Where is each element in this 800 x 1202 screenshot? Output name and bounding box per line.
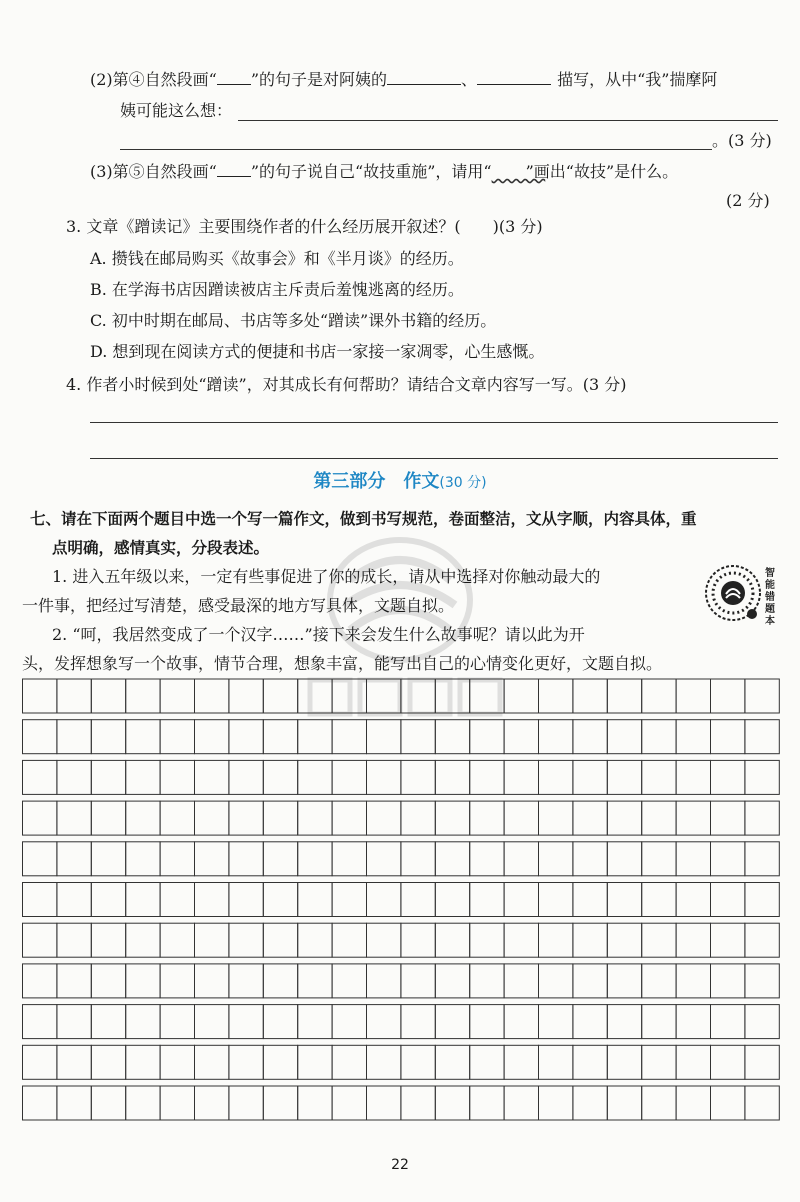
grid-cell[interactable] [401, 1045, 435, 1079]
q3sub-mid: ”的句子说自己“故技重施”，请用“ [250, 162, 492, 181]
grid-cell[interactable] [91, 964, 125, 998]
grid-cell[interactable] [160, 1086, 194, 1120]
grid-cell[interactable] [263, 923, 297, 957]
grid-cell[interactable] [642, 1005, 676, 1039]
grid-cell[interactable] [470, 720, 504, 754]
grid-cell[interactable] [298, 1086, 332, 1120]
grid-cell[interactable] [57, 1045, 91, 1079]
grid-cell[interactable] [195, 923, 229, 957]
grid-cell[interactable] [263, 1045, 297, 1079]
grid-cell[interactable] [229, 883, 263, 917]
q2-answer-line-1[interactable] [238, 120, 778, 121]
question3-option-a[interactable]: A. 攒钱在邮局购买《故事会》和《半月谈》的经历。 [90, 249, 464, 268]
grid-cell[interactable] [745, 1086, 779, 1120]
grid-cell[interactable] [539, 801, 573, 835]
grid-cell[interactable] [195, 1005, 229, 1039]
grid-cell[interactable] [195, 679, 229, 713]
grid-cell[interactable] [298, 679, 332, 713]
grid-cell[interactable] [642, 1045, 676, 1079]
grid-cell[interactable] [263, 1086, 297, 1120]
grid-cell[interactable] [642, 923, 676, 957]
grid-cell[interactable] [367, 1045, 401, 1079]
grid-cell[interactable] [573, 1045, 607, 1079]
q2-answer-line-2[interactable] [120, 149, 712, 150]
grid-cell[interactable] [573, 801, 607, 835]
qr-code-icon[interactable] [704, 564, 762, 622]
grid-cell[interactable] [298, 1045, 332, 1079]
grid-cell[interactable] [91, 923, 125, 957]
grid-cell[interactable] [607, 1045, 641, 1079]
grid-cell[interactable] [435, 679, 469, 713]
grid-cell[interactable] [711, 720, 745, 754]
essay-writing-grid[interactable] [22, 678, 780, 1126]
grid-cell[interactable] [676, 801, 710, 835]
grid-cell[interactable] [470, 923, 504, 957]
grid-cell[interactable] [745, 801, 779, 835]
grid-cell[interactable] [676, 842, 710, 876]
grid-cell[interactable] [23, 801, 57, 835]
grid-cell[interactable] [367, 964, 401, 998]
grid-cell[interactable] [160, 1005, 194, 1039]
grid-cell[interactable] [539, 1005, 573, 1039]
grid-cell[interactable] [642, 1086, 676, 1120]
grid-cell[interactable] [332, 1005, 366, 1039]
essay-topic2-line2: 头，发挥想象写一个故事，情节合理，想象丰富，能写出自己的心情变化更好，文题自拟。 [22, 654, 663, 673]
grid-cell[interactable] [57, 801, 91, 835]
grid-cell[interactable] [642, 842, 676, 876]
grid-cell[interactable] [504, 801, 538, 835]
grid-cell[interactable] [229, 923, 263, 957]
grid-cell[interactable] [263, 842, 297, 876]
grid-cell[interactable] [229, 760, 263, 794]
grid-cell[interactable] [676, 760, 710, 794]
grid-cell[interactable] [126, 760, 160, 794]
grid-cell[interactable] [160, 883, 194, 917]
grid-cell[interactable] [126, 1045, 160, 1079]
grid-cell[interactable] [367, 801, 401, 835]
grid-cell[interactable] [367, 923, 401, 957]
grid-cell[interactable] [711, 964, 745, 998]
grid-cell[interactable] [504, 1045, 538, 1079]
grid-cell[interactable] [435, 1086, 469, 1120]
question3-option-b[interactable]: B. 在学海书店因蹭读被店主斥责后羞愧逃离的经历。 [90, 280, 464, 299]
grid-cell[interactable] [435, 720, 469, 754]
essay-instruction-line1: 七、请在下面两个题目中选一个写一篇作文，做到书写规范，卷面整洁，文从字顺，内容具体，重 [30, 510, 697, 528]
grid-cell[interactable] [573, 760, 607, 794]
grid-cell[interactable] [160, 679, 194, 713]
grid-cell[interactable] [504, 964, 538, 998]
grid-cell[interactable] [332, 883, 366, 917]
grid-cell[interactable] [435, 1005, 469, 1039]
grid-cell[interactable] [711, 883, 745, 917]
grid-cell[interactable] [332, 964, 366, 998]
grid-cell[interactable] [504, 679, 538, 713]
grid-cell[interactable] [573, 1005, 607, 1039]
grid-cell[interactable] [607, 1005, 641, 1039]
q2-answer-blank-1[interactable] [387, 68, 461, 85]
grid-cell[interactable] [160, 923, 194, 957]
grid-cell[interactable] [504, 1086, 538, 1120]
grid-cell[interactable] [160, 720, 194, 754]
grid-cell[interactable] [573, 720, 607, 754]
grid-cell[interactable] [332, 679, 366, 713]
grid-cell[interactable] [126, 1086, 160, 1120]
grid-cell[interactable] [745, 923, 779, 957]
grid-cell[interactable] [332, 1045, 366, 1079]
grid-cell[interactable] [57, 842, 91, 876]
question4-answer-line-2[interactable] [90, 458, 778, 459]
grid-cell[interactable] [23, 760, 57, 794]
grid-cell[interactable] [195, 1086, 229, 1120]
grid-cell[interactable] [711, 1045, 745, 1079]
page-number: 22 [391, 1157, 409, 1173]
grid-cell[interactable] [263, 883, 297, 917]
grid-cell[interactable] [470, 760, 504, 794]
grid-cell[interactable] [676, 1045, 710, 1079]
grid-cell[interactable] [126, 842, 160, 876]
grid-cell[interactable] [470, 1005, 504, 1039]
grid-cell[interactable] [711, 679, 745, 713]
grid-cell[interactable] [401, 760, 435, 794]
grid-cell[interactable] [504, 842, 538, 876]
question3-stem: 3. 文章《蹭读记》主要围绕作者的什么经历展开叙述？( )(3 分) [66, 217, 543, 236]
grid-cell[interactable] [401, 883, 435, 917]
grid-cell[interactable] [435, 883, 469, 917]
grid-cell[interactable] [539, 1045, 573, 1079]
grid-cell[interactable] [91, 679, 125, 713]
grid-cell[interactable] [539, 1086, 573, 1120]
grid-cell[interactable] [57, 760, 91, 794]
grid-cell[interactable] [607, 720, 641, 754]
grid-cell[interactable] [435, 964, 469, 998]
grid-cell[interactable] [195, 760, 229, 794]
grid-cell[interactable] [91, 760, 125, 794]
grid-cell[interactable] [607, 883, 641, 917]
essay-topic1-line1: 1. 进入五年级以来，一定有些事促进了你的成长，请从中选择对你触动最大的 [52, 567, 601, 586]
grid-cell[interactable] [607, 842, 641, 876]
grid-cell[interactable] [711, 923, 745, 957]
grid-cell[interactable] [642, 679, 676, 713]
grid-cell[interactable] [573, 964, 607, 998]
grid-cell[interactable] [470, 1086, 504, 1120]
q3sub-line [90, 160, 678, 183]
grid-cell[interactable] [332, 720, 366, 754]
grid-cell[interactable] [435, 842, 469, 876]
grid-cell[interactable] [332, 801, 366, 835]
wavy-line-mark [492, 161, 526, 183]
qr-label: 智能错题本 [765, 568, 775, 627]
essay-topic2-line1: 2. “呵，我居然变成了一个汉字……”接下来会发生什么故事呢？请以此为开 [52, 625, 585, 644]
grid-cell[interactable] [435, 760, 469, 794]
grid-cell[interactable] [401, 1086, 435, 1120]
essay-instruction-line2: 点明确，感情真实，分段表述。 [52, 539, 270, 557]
grid-cell[interactable] [91, 883, 125, 917]
q2-line2 [120, 100, 232, 122]
grid-cell[interactable] [298, 760, 332, 794]
grid-cell[interactable] [195, 801, 229, 835]
grid-cell[interactable] [126, 1005, 160, 1039]
grid-cell[interactable] [23, 720, 57, 754]
grid-cell[interactable] [332, 923, 366, 957]
grid-cell[interactable] [23, 679, 57, 713]
section-points: (30 分) [439, 475, 487, 491]
question4-answer-line-1[interactable] [90, 422, 778, 423]
grid-cell[interactable] [229, 801, 263, 835]
grid-cell[interactable] [470, 679, 504, 713]
grid-cell[interactable] [126, 923, 160, 957]
grid-cell[interactable] [504, 760, 538, 794]
grid-cell[interactable] [57, 1086, 91, 1120]
grid-cell[interactable] [91, 1086, 125, 1120]
q3sub-sentence-blank[interactable] [217, 160, 251, 177]
grid-cell[interactable] [401, 679, 435, 713]
q2-prefix: (2)第④自然段画“ [90, 70, 217, 89]
grid-cell[interactable] [229, 842, 263, 876]
grid-cell[interactable] [401, 720, 435, 754]
grid-cell[interactable] [57, 923, 91, 957]
grid-cell[interactable] [401, 923, 435, 957]
grid-cell[interactable] [711, 1005, 745, 1039]
grid-cell[interactable] [367, 1086, 401, 1120]
grid-cell[interactable] [229, 679, 263, 713]
grid-cell[interactable] [91, 720, 125, 754]
grid-cell[interactable] [195, 842, 229, 876]
grid-cell[interactable] [126, 679, 160, 713]
grid-cell[interactable] [711, 801, 745, 835]
grid-cell[interactable] [573, 1086, 607, 1120]
grid-cell[interactable] [23, 1086, 57, 1120]
grid-cell[interactable] [229, 1005, 263, 1039]
grid-cell[interactable] [91, 1045, 125, 1079]
grid-cell[interactable] [57, 964, 91, 998]
question3-option-c[interactable]: C. 初中时期在邮局、书店等多处“蹭读”课外书籍的经历。 [90, 311, 497, 330]
grid-cell[interactable] [160, 760, 194, 794]
grid-cell[interactable] [504, 720, 538, 754]
grid-cell[interactable] [573, 883, 607, 917]
grid-cell[interactable] [23, 964, 57, 998]
grid-cell[interactable] [401, 842, 435, 876]
grid-cell[interactable] [573, 923, 607, 957]
grid-cell[interactable] [298, 883, 332, 917]
grid-cell[interactable] [676, 1086, 710, 1120]
grid-cell[interactable] [504, 883, 538, 917]
grid-cell[interactable] [711, 842, 745, 876]
grid-cell[interactable] [332, 760, 366, 794]
grid-cell[interactable] [504, 1005, 538, 1039]
q3sub-after: ”画出“故技”是什么。 [525, 162, 679, 181]
q3sub-prefix: (3)第⑤自然段画“ [90, 162, 217, 181]
grid-cell[interactable] [745, 1005, 779, 1039]
grid-cell[interactable] [23, 1045, 57, 1079]
grid-cell[interactable] [539, 923, 573, 957]
grid-cell[interactable] [160, 842, 194, 876]
grid-cell[interactable] [57, 720, 91, 754]
section-title [0, 470, 800, 495]
grid-cell[interactable] [676, 1005, 710, 1039]
q2-line2-text: 姨可能这么想： [120, 101, 233, 120]
grid-cell[interactable] [745, 760, 779, 794]
grid-cell[interactable] [367, 720, 401, 754]
grid-cell[interactable] [573, 842, 607, 876]
grid-cell[interactable] [298, 801, 332, 835]
grid-cell[interactable] [539, 720, 573, 754]
grid-cell[interactable] [367, 1005, 401, 1039]
grid-cell[interactable] [745, 679, 779, 713]
grid-cell[interactable] [23, 842, 57, 876]
grid-cell[interactable] [229, 720, 263, 754]
grid-cell[interactable] [57, 1005, 91, 1039]
grid-cell[interactable] [367, 679, 401, 713]
grid-cell[interactable] [607, 801, 641, 835]
grid-cell[interactable] [57, 679, 91, 713]
q2-score: 。(3 分) [712, 131, 772, 150]
grid-cell[interactable] [263, 760, 297, 794]
grid-cell[interactable] [91, 1005, 125, 1039]
grid-cell[interactable] [367, 883, 401, 917]
grid-cell[interactable] [401, 964, 435, 998]
grid-cell[interactable] [57, 883, 91, 917]
grid-cell[interactable] [263, 801, 297, 835]
grid-cell[interactable] [229, 1045, 263, 1079]
grid-cell[interactable] [195, 1045, 229, 1079]
grid-cell[interactable] [126, 720, 160, 754]
grid-cell[interactable] [504, 923, 538, 957]
grid-cell[interactable] [711, 1086, 745, 1120]
grid-cell[interactable] [229, 1086, 263, 1120]
grid-cell[interactable] [470, 1045, 504, 1079]
grid-cell[interactable] [332, 842, 366, 876]
grid-cell[interactable] [160, 1045, 194, 1079]
grid-cell[interactable] [263, 679, 297, 713]
grid-cell[interactable] [332, 1086, 366, 1120]
grid-cell[interactable] [298, 923, 332, 957]
grid-cell[interactable] [539, 964, 573, 998]
grid-cell[interactable] [401, 801, 435, 835]
grid-cell[interactable] [263, 964, 297, 998]
grid-cell[interactable] [642, 883, 676, 917]
grid-cell[interactable] [126, 964, 160, 998]
grid-cell[interactable] [470, 883, 504, 917]
q2-answer-blank-2[interactable] [477, 68, 551, 85]
grid-cell[interactable] [298, 964, 332, 998]
grid-cell[interactable] [126, 883, 160, 917]
grid-cell[interactable] [91, 801, 125, 835]
grid-cell[interactable] [126, 801, 160, 835]
grid-cell[interactable] [298, 1005, 332, 1039]
grid-cell[interactable] [298, 842, 332, 876]
grid-cell[interactable] [229, 964, 263, 998]
grid-cell[interactable] [91, 842, 125, 876]
grid-cell[interactable] [607, 760, 641, 794]
grid-cell[interactable] [298, 720, 332, 754]
q2-line1 [90, 68, 717, 91]
essay-topic1-line2: 一件事，把经过写清楚，感受最深的地方写具体，文题自拟。 [22, 596, 455, 615]
grid-cell[interactable] [745, 720, 779, 754]
q2-sep: 、 [461, 70, 478, 89]
grid-cell[interactable] [745, 842, 779, 876]
grid-cell[interactable] [470, 964, 504, 998]
grid-cell[interactable] [263, 720, 297, 754]
grid-cell[interactable] [160, 964, 194, 998]
q2-after: 描写，从中“我”揣摩阿 [557, 70, 718, 89]
grid-cell[interactable] [401, 1005, 435, 1039]
grid-cell[interactable] [642, 801, 676, 835]
q2-sentence-blank[interactable] [217, 68, 251, 85]
grid-cell[interactable] [676, 964, 710, 998]
grid-cell[interactable] [607, 964, 641, 998]
q2-mid: ”的句子是对阿姨的 [250, 70, 388, 89]
grid-cell[interactable] [367, 842, 401, 876]
grid-cell[interactable] [195, 964, 229, 998]
grid-cell[interactable] [470, 842, 504, 876]
question3-option-d[interactable]: D. 想到现在阅读方式的便捷和书店一家接一家凋零，心生感慨。 [90, 342, 545, 361]
grid-cell[interactable] [676, 923, 710, 957]
grid-cell[interactable] [642, 760, 676, 794]
grid-cell[interactable] [676, 883, 710, 917]
question4-stem: 4. 作者小时候到处“蹭读”，对其成长有何帮助？请结合文章内容写一写。(3 分) [66, 375, 627, 394]
q3sub-score: (2 分) [726, 191, 770, 210]
grid-cell[interactable] [607, 679, 641, 713]
grid-cell[interactable] [263, 1005, 297, 1039]
grid-cell[interactable] [160, 801, 194, 835]
grid-cell[interactable] [23, 883, 57, 917]
grid-cell[interactable] [23, 1005, 57, 1039]
grid-cell[interactable] [539, 760, 573, 794]
grid-cell[interactable] [607, 923, 641, 957]
grid-cell[interactable] [745, 883, 779, 917]
grid-cell[interactable] [435, 801, 469, 835]
grid-cell[interactable] [573, 679, 607, 713]
grid-cell[interactable] [607, 1086, 641, 1120]
grid-cell[interactable] [195, 883, 229, 917]
grid-cell[interactable] [539, 842, 573, 876]
grid-cell[interactable] [676, 679, 710, 713]
grid-cell[interactable] [435, 1045, 469, 1079]
grid-cell[interactable] [539, 883, 573, 917]
grid-cell[interactable] [642, 720, 676, 754]
section-title-text: 第三部分 作文 [313, 471, 440, 492]
grid-cell[interactable] [367, 760, 401, 794]
grid-cell[interactable] [745, 964, 779, 998]
grid-cell[interactable] [23, 923, 57, 957]
grid-cell[interactable] [711, 760, 745, 794]
grid-cell[interactable] [676, 720, 710, 754]
grid-cell[interactable] [435, 923, 469, 957]
grid-cell[interactable] [539, 679, 573, 713]
grid-cell[interactable] [195, 720, 229, 754]
grid-cell[interactable] [745, 1045, 779, 1079]
grid-cell[interactable] [470, 801, 504, 835]
grid-cell[interactable] [642, 964, 676, 998]
